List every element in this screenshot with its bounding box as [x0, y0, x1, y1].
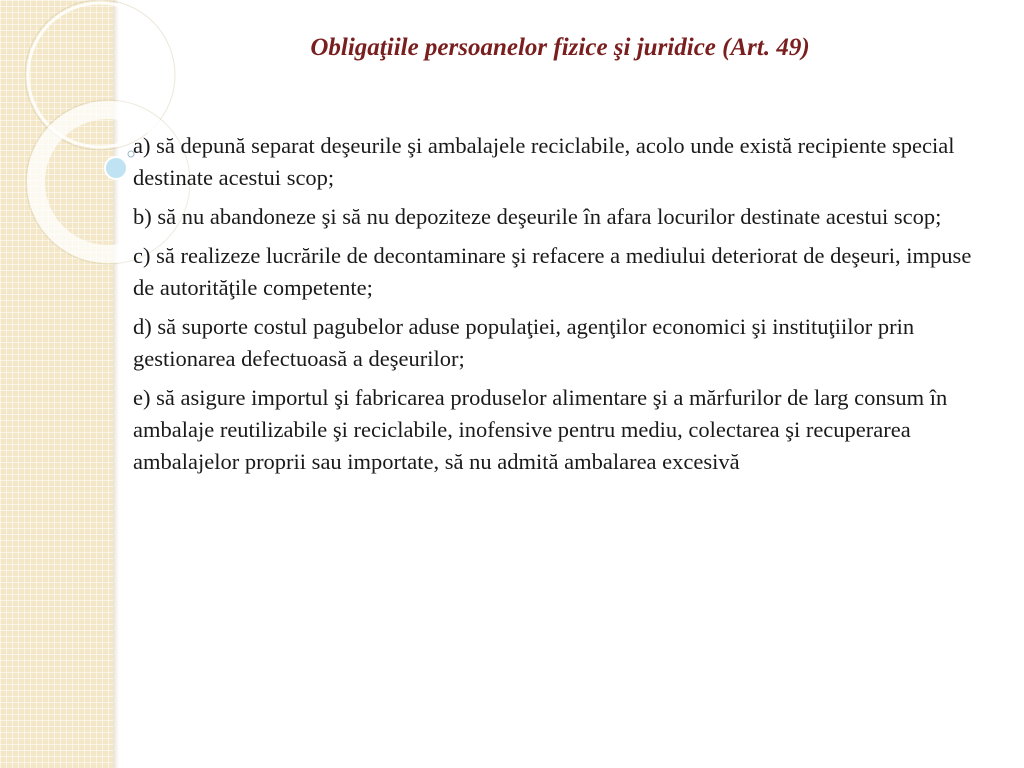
list-item: d) să suporte costul pagubelor aduse populaţiei, agenţilor economici şi instituţiilor prin gestionarea defectuoasă a deşeurilor;	[133, 314, 915, 371]
list-item: a) să depună separat deşeurile şi ambalajele reciclabile, acolo unde există recipiente special destinate acestui scop;	[133, 133, 955, 190]
obligations-list	[133, 130, 995, 485]
accent-dot-icon	[105, 157, 127, 179]
list-item: b) să nu abandoneze şi să nu depoziteze deşeurile în afara locurilor destinate acestui scop;	[133, 204, 942, 229]
slide-title: Obligaţiile persoanelor fizice şi juridice (Art. 49)	[310, 34, 810, 61]
list-item: e) să asigure importul şi fabricarea produselor alimentare şi a mărfurilor de larg consum în ambalaje reutilizabile şi reciclabile, inofensive pentru mediu, colectarea şi recuperarea ambalajelor proprii sau importate, să nu admită ambalarea excesivă	[133, 385, 948, 474]
list-item: c) să realizeze lucrările de decontaminare şi refacere a mediului deteriorat de deşeuri, impuse de autorităţile competente;	[133, 243, 972, 300]
